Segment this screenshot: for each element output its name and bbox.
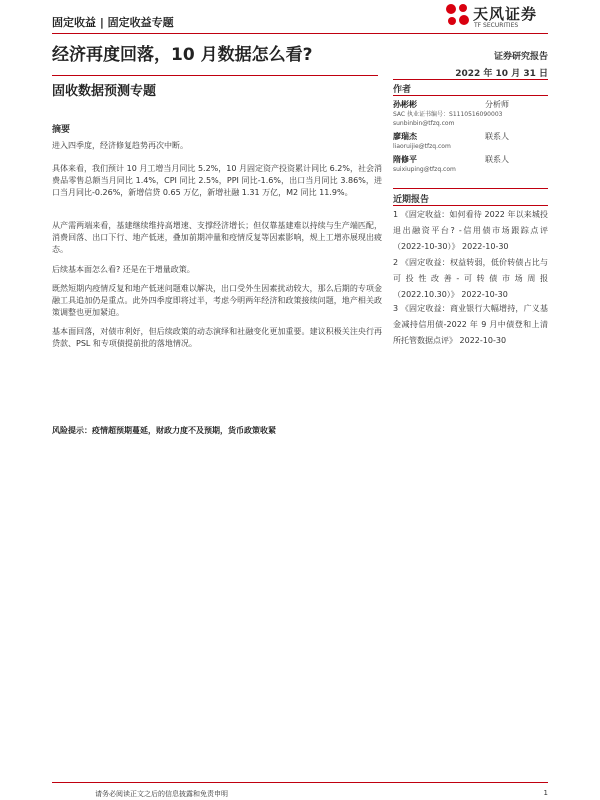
recent-report-item[interactable]: 1 《固定收益：如何看待 2022 年以来城投退出融资平台? -信用债市场跟踪点评（2022-10-30）》 2022-10-30 [393, 210, 548, 251]
author-cert: SAC 执业证书编号：S1110516090003 [393, 111, 503, 118]
header-divider [52, 33, 548, 34]
authors-heading: 作者 [393, 85, 412, 95]
author-role: 联系人 [485, 155, 509, 164]
abstract-heading: 摘要 [52, 125, 71, 135]
report-title: 经济再度回落，10 月数据怎么看? [52, 45, 313, 65]
title-divider [52, 75, 378, 76]
report-date: 2022 年 10 月 31 日 [455, 69, 548, 79]
author-entry [393, 131, 548, 151]
logo-mark-icon [443, 2, 473, 32]
page-number: 1 [543, 789, 548, 797]
tf-securities-logo [443, 2, 553, 32]
author-role: 联系人 [485, 132, 509, 141]
author-email[interactable]: suixiuping@tfzq.com [393, 166, 456, 173]
author-entry [393, 99, 548, 128]
abstract-paragraph: 进入四季度，经济修复趋势再次中断。 [52, 141, 188, 150]
report-type: 证券研究报告 [493, 52, 548, 62]
report-subtitle: 固收数据预测专题 [52, 84, 157, 99]
logo-text-cn: 天风证券 [473, 5, 538, 23]
header-category: 固定收益 | 固定收益专题 [52, 16, 174, 29]
risk-warning: 风险提示：疫情超预期蔓延，财政力度不及预期，货币政策收紧 [52, 426, 276, 435]
author-role: 分析师 [485, 100, 509, 109]
author-name: 隋修平 [393, 155, 417, 164]
author-name: 孙彬彬 [393, 100, 417, 109]
author-email[interactable]: liaoruijie@tfzq.com [393, 143, 451, 150]
abstract-paragraph: 基本面回落，对债市利好，但后续政策的动态演绎和社融变化更加重要。建议积极关注央行再贷款、PSL 和专项债提前批的落地情况。 [52, 327, 382, 348]
author-entry [393, 154, 548, 174]
sidebar-divider [393, 205, 548, 206]
footer-divider [52, 782, 548, 783]
author-name: 廖瑞杰 [393, 132, 417, 141]
footer-disclaimer: 请务必阅读正文之后的信息披露和免责申明 [95, 790, 228, 798]
abstract-paragraph: 具体来看，我们预计 10 月工增当月同比 5.2%，10 月固定资产投资累计同比 6.2%，社会消费品零售总额当月同比 1.4%，CPI 同比 2.5%，PPI 同比-1.6%，出口当月同比 3.86%，进口当月同比-0.26%，新增信贷 0.65 万亿，新增社融 1.31 万亿，M2 同比 11.9%。 [52, 164, 382, 197]
abstract-paragraph: 从产需两端来看，基建继续维持高增速、支撑经济增长；但仅靠基建难以持续与生产端匹配，消费回落、出口下行、地产低迷，叠加前期冲量和疫情反复等因素影响，规上工增亦展现出疲态。 [52, 221, 382, 254]
abstract-paragraph: 后续基本面怎么看? 还是在于增量政策。 [52, 265, 195, 274]
sidebar-divider [393, 95, 548, 96]
author-email[interactable]: sunbinbin@tfzq.com [393, 120, 455, 127]
recent-report-item[interactable]: 2 《固定收益：权益转弱，低价转债占比与可投性改善-可转债市场周报（2022.10.30）》 2022-10-30 [393, 258, 548, 299]
logo-text-en: TF SECURITIES [474, 22, 519, 29]
abstract-paragraph: 既然短期内疫情反复和地产低迷问题难以解决，出口受外生因素扰动较大，那么后期的专项金融工具追加仍是重点。此外四季度即将过半，考虑今明两年经济和政策接续问题，地产相关政策调整也更加紧迫。 [52, 284, 382, 317]
recent-report-item[interactable]: 3 《固定收益：商业银行大幅增持，广义基金减持信用债-2022 年 9 月中债登和上清所托管数据点评》 2022-10-30 [393, 304, 548, 345]
sidebar-divider [393, 79, 548, 80]
recent-reports-heading: 近期报告 [393, 195, 430, 205]
sidebar-divider [393, 188, 548, 189]
